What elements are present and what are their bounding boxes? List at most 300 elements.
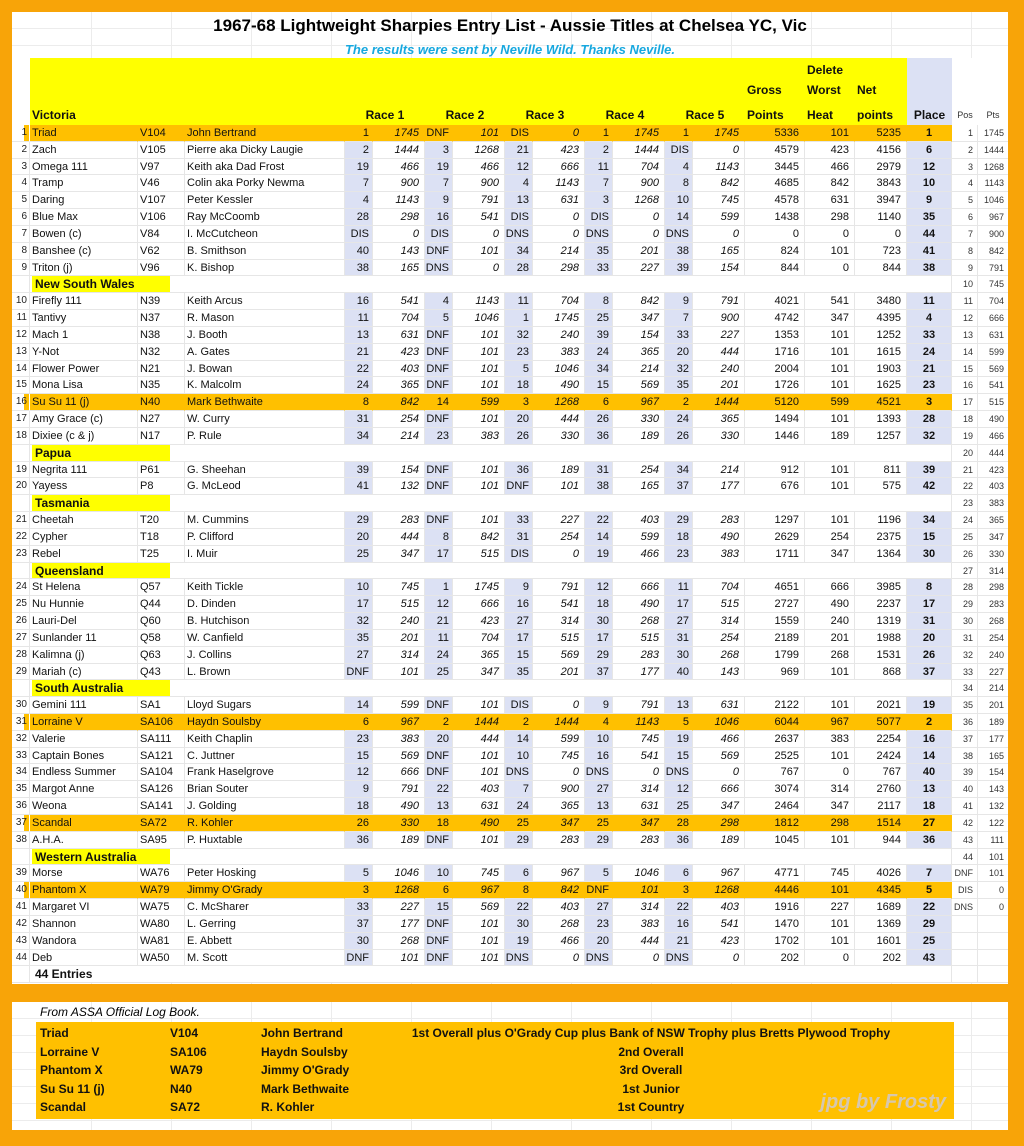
- race3-place: 35: [505, 664, 533, 681]
- race3-points: 842: [533, 882, 585, 899]
- ref-pts: 177: [978, 731, 1008, 748]
- row-number: 29: [12, 664, 30, 681]
- skipper-name: Haydn Soulsby: [185, 714, 345, 731]
- boat-name: Gemini 111: [30, 697, 138, 714]
- race4-place: 20: [585, 933, 613, 950]
- skipper-name: Pierre aka Dicky Laugie: [185, 142, 345, 159]
- skipper-name: K. Malcolm: [185, 377, 345, 394]
- table-row: [12, 142, 1008, 159]
- gross-points: 1045: [745, 832, 805, 849]
- boat-name: Mach 1: [30, 327, 138, 344]
- ref-pts: 842: [978, 243, 1008, 260]
- skipper-name: P. Rule: [185, 428, 345, 445]
- race2-points: 101: [453, 512, 505, 529]
- boat-name: Dixiee (c & j): [30, 428, 138, 445]
- gross-points: 2004: [745, 361, 805, 378]
- ref-pos: 16: [952, 377, 978, 394]
- place: 43: [907, 950, 952, 967]
- net-points: 4156: [855, 142, 907, 159]
- race4-points: 165: [613, 478, 665, 495]
- worst-heat: 101: [805, 243, 855, 260]
- race2-points: 541: [453, 209, 505, 226]
- ref-pts: 967: [978, 209, 1008, 226]
- race5-place: 20: [665, 344, 693, 361]
- ref-pos: 7: [952, 226, 978, 243]
- race2-place: 24: [425, 647, 453, 664]
- race2-points: 1046: [453, 310, 505, 327]
- race1-points: 314: [373, 647, 425, 664]
- row-number: 39: [12, 865, 30, 882]
- ref-pos: 1: [952, 125, 978, 142]
- row-number: 28: [12, 647, 30, 664]
- race3-place: 8: [505, 882, 533, 899]
- net-points: 3480: [855, 293, 907, 310]
- winner-sail: V104: [170, 1026, 199, 1040]
- worst-heat: 101: [805, 377, 855, 394]
- row-number-empty: [12, 966, 30, 983]
- race4-place: 25: [585, 815, 613, 832]
- race5-points: 154: [693, 260, 745, 277]
- place-empty: [907, 495, 952, 512]
- race3-place: 10: [505, 748, 533, 765]
- table-row: [12, 950, 1008, 967]
- race2-place: DNF: [425, 361, 453, 378]
- footer-sheet: [12, 1002, 1008, 1130]
- skipper-name: G. Sheehan: [185, 462, 345, 479]
- race1-points: 165: [373, 260, 425, 277]
- skipper-name: Keith aka Dad Frost: [185, 159, 345, 176]
- race3-points: 254: [533, 529, 585, 546]
- race4-points: 383: [613, 916, 665, 933]
- boat-name: Nu Hunnie: [30, 596, 138, 613]
- race5-points: 1143: [693, 159, 745, 176]
- race1-place: 14: [345, 697, 373, 714]
- race2-points: 791: [453, 192, 505, 209]
- place: 26: [907, 647, 952, 664]
- race4-points: 347: [613, 815, 665, 832]
- race2-points: 101: [453, 462, 505, 479]
- ref-pts: 330: [978, 546, 1008, 563]
- race4-place: 17: [585, 630, 613, 647]
- row-number: 11: [12, 310, 30, 327]
- worst-heat: 101: [805, 664, 855, 681]
- place: 3: [907, 394, 952, 411]
- worst-heat: 0: [805, 260, 855, 277]
- table-row: [12, 899, 1008, 916]
- race1-place: 4: [345, 192, 373, 209]
- row-number-empty: [12, 276, 30, 293]
- race1-points: 330: [373, 815, 425, 832]
- race4-points: 967: [613, 394, 665, 411]
- boat-name: Tramp: [30, 175, 138, 192]
- place-empty: [907, 680, 952, 697]
- worst-heat: 0: [805, 764, 855, 781]
- ref-pts: 745: [978, 276, 1008, 293]
- ref-pos: 22: [952, 478, 978, 495]
- race2-place: DNF: [425, 411, 453, 428]
- net-points: 3843: [855, 175, 907, 192]
- race1-points: 1046: [373, 865, 425, 882]
- boat-name: Margaret VI: [30, 899, 138, 916]
- ref-pts: 101: [978, 865, 1008, 882]
- sail-number: SA141: [138, 798, 185, 815]
- race5-points: 791: [693, 293, 745, 310]
- ref-pts: 900: [978, 226, 1008, 243]
- race4-place: 10: [585, 731, 613, 748]
- race1-points: 132: [373, 478, 425, 495]
- race5-place: 22: [665, 899, 693, 916]
- table-row: [12, 764, 1008, 781]
- race1-points: 1745: [373, 125, 425, 142]
- race1-place: DNF: [345, 950, 373, 967]
- boat-name: Omega 111: [30, 159, 138, 176]
- place: 1: [907, 125, 952, 142]
- boat-name: Scandal: [30, 815, 138, 832]
- row-number-empty: [12, 563, 30, 580]
- ref-pts: 240: [978, 647, 1008, 664]
- race3-points: 0: [533, 950, 585, 967]
- row-number: 7: [12, 226, 30, 243]
- winner-skipper: R. Kohler: [261, 1100, 315, 1115]
- race4-points: 466: [613, 546, 665, 563]
- winner-skipper: John Bertrand: [261, 1026, 344, 1040]
- race1-points: 254: [373, 411, 425, 428]
- race4-place: 13: [585, 798, 613, 815]
- place: 8: [907, 579, 952, 596]
- main-table-sheet: [12, 12, 1008, 984]
- skipper-name: E. Abbett: [185, 933, 345, 950]
- gross-points: 1916: [745, 899, 805, 916]
- race4-points: 1046: [613, 865, 665, 882]
- race5-place: 6: [665, 865, 693, 882]
- table-row: [12, 226, 1008, 243]
- race2-place: DNF: [425, 916, 453, 933]
- race2-points: 101: [453, 916, 505, 933]
- race3-place: DIS: [505, 546, 533, 563]
- race1-points: 666: [373, 764, 425, 781]
- race4-place: 3: [585, 192, 613, 209]
- race2-place: 21: [425, 613, 453, 630]
- table-row: [12, 361, 1008, 378]
- race3-place: 23: [505, 344, 533, 361]
- gross-points: 2189: [745, 630, 805, 647]
- race3-points: 569: [533, 647, 585, 664]
- race4-place: DNS: [585, 950, 613, 967]
- table-row: [12, 159, 1008, 176]
- ref-pos: 11: [952, 293, 978, 310]
- race4-place: 16: [585, 748, 613, 765]
- race5-points: 704: [693, 579, 745, 596]
- entries-count: 44 Entries: [35, 967, 93, 982]
- race5-place: 17: [665, 596, 693, 613]
- sail-number: SA126: [138, 781, 185, 798]
- race1-points: 541: [373, 293, 425, 310]
- race1-place: 35: [345, 630, 373, 647]
- race5-points: 1444: [693, 394, 745, 411]
- race4-points: 283: [613, 647, 665, 664]
- sail-number: P8: [138, 478, 185, 495]
- sail-number: T20: [138, 512, 185, 529]
- race5-points: 423: [693, 933, 745, 950]
- net-points: 3985: [855, 579, 907, 596]
- race3-points: 631: [533, 192, 585, 209]
- race4-place: DNS: [585, 226, 613, 243]
- race2-place: DNF: [425, 950, 453, 967]
- place: 40: [907, 764, 952, 781]
- sail-number: V62: [138, 243, 185, 260]
- sail-number: N35: [138, 377, 185, 394]
- ref-pos: 13: [952, 327, 978, 344]
- table-row: [12, 579, 1008, 596]
- net-points: 1369: [855, 916, 907, 933]
- ref-pts: 122: [978, 815, 1008, 832]
- race4-points: 1268: [613, 192, 665, 209]
- boat-name: Amy Grace (c): [30, 411, 138, 428]
- race1-points: 515: [373, 596, 425, 613]
- race2-place: DNF: [425, 512, 453, 529]
- race3-place: 11: [505, 293, 533, 310]
- race2-place: 23: [425, 428, 453, 445]
- worst-heat: 101: [805, 478, 855, 495]
- ref-pts: 423: [978, 462, 1008, 479]
- race5-place: 27: [665, 613, 693, 630]
- race3-place: 6: [505, 865, 533, 882]
- race5-place: DNS: [665, 950, 693, 967]
- gross-points: 844: [745, 260, 805, 277]
- race1-place: 23: [345, 731, 373, 748]
- race1-place: 37: [345, 916, 373, 933]
- race1-points: 383: [373, 731, 425, 748]
- race3-place: 30: [505, 916, 533, 933]
- race3-points: 1143: [533, 175, 585, 192]
- race4-place: 34: [585, 361, 613, 378]
- skipper-name: L. Brown: [185, 664, 345, 681]
- race5-points: 631: [693, 697, 745, 714]
- net-points: 1196: [855, 512, 907, 529]
- place: 31: [907, 613, 952, 630]
- table-row: [12, 798, 1008, 815]
- net-points: 1140: [855, 209, 907, 226]
- header-net: Net: [857, 83, 877, 97]
- race2-points: 101: [453, 377, 505, 394]
- section-label-cell: [30, 849, 907, 866]
- race4-place: 38: [585, 478, 613, 495]
- worst-heat: 101: [805, 327, 855, 344]
- race2-points: 842: [453, 529, 505, 546]
- row-number: 8: [12, 243, 30, 260]
- winner-skipper: Haydn Soulsby: [261, 1044, 348, 1059]
- race1-points: 143: [373, 243, 425, 260]
- gross-points: 1702: [745, 933, 805, 950]
- gross-points: 4651: [745, 579, 805, 596]
- sail-number: N37: [138, 310, 185, 327]
- sail-number: V107: [138, 192, 185, 209]
- section-label-cell: [30, 966, 907, 983]
- gross-points: 4021: [745, 293, 805, 310]
- row-number: 15: [12, 377, 30, 394]
- race2-place: 22: [425, 781, 453, 798]
- worst-heat: 268: [805, 647, 855, 664]
- ref-pos: 8: [952, 243, 978, 260]
- gross-points: 5336: [745, 125, 805, 142]
- race1-points: 240: [373, 613, 425, 630]
- gross-points: 1812: [745, 815, 805, 832]
- worst-heat: 101: [805, 512, 855, 529]
- worst-heat: 101: [805, 125, 855, 142]
- race5-points: 745: [693, 192, 745, 209]
- race4-place: 30: [585, 613, 613, 630]
- ref-pos: 6: [952, 209, 978, 226]
- ref-pts: 631: [978, 327, 1008, 344]
- skipper-name: Jimmy O'Grady: [185, 882, 345, 899]
- boat-name: Daring: [30, 192, 138, 209]
- race1-place: 10: [345, 579, 373, 596]
- race1-place: 33: [345, 899, 373, 916]
- race4-points: 900: [613, 175, 665, 192]
- place: 14: [907, 748, 952, 765]
- table-row: [12, 832, 1008, 849]
- ref-pos: 41: [952, 798, 978, 815]
- table-row: [12, 596, 1008, 613]
- race4-points: 0: [613, 226, 665, 243]
- winner-boat: Phantom X: [40, 1063, 103, 1078]
- race4-place: 27: [585, 781, 613, 798]
- ref-pos: 20: [952, 445, 978, 462]
- boat-name: Triad: [30, 125, 138, 142]
- race2-place: 2: [425, 714, 453, 731]
- race4-points: 842: [613, 293, 665, 310]
- race5-place: 12: [665, 781, 693, 798]
- race5-points: 1046: [693, 714, 745, 731]
- race3-place: DIS: [505, 697, 533, 714]
- race5-place: 26: [665, 428, 693, 445]
- section-row: [12, 495, 1008, 512]
- ref-pos: 25: [952, 529, 978, 546]
- place: 38: [907, 260, 952, 277]
- table-row: [12, 411, 1008, 428]
- race5-place: 36: [665, 832, 693, 849]
- place: 10: [907, 175, 952, 192]
- race4-place: 2: [585, 142, 613, 159]
- row-number: 6: [12, 209, 30, 226]
- race1-points: 967: [373, 714, 425, 731]
- sail-number: T18: [138, 529, 185, 546]
- race5-points: 0: [693, 142, 745, 159]
- table-row: [12, 327, 1008, 344]
- race1-place: 18: [345, 798, 373, 815]
- race1-points: 444: [373, 529, 425, 546]
- race4-place: 39: [585, 327, 613, 344]
- worst-heat: 383: [805, 731, 855, 748]
- race4-place: 35: [585, 243, 613, 260]
- row-number: 14: [12, 361, 30, 378]
- race1-place: DNF: [345, 664, 373, 681]
- race1-place: 17: [345, 596, 373, 613]
- race2-points: 745: [453, 865, 505, 882]
- race1-points: 365: [373, 377, 425, 394]
- place: 25: [907, 933, 952, 950]
- ref-pts: 569: [978, 361, 1008, 378]
- race3-points: 201: [533, 664, 585, 681]
- ref-pos: 10: [952, 276, 978, 293]
- gross-points: 1559: [745, 613, 805, 630]
- race1-points: 900: [373, 175, 425, 192]
- race5-points: 0: [693, 764, 745, 781]
- race5-place: 37: [665, 478, 693, 495]
- race4-points: 314: [613, 899, 665, 916]
- race2-points: 101: [453, 243, 505, 260]
- ref-pts: 132: [978, 798, 1008, 815]
- table-row: [12, 916, 1008, 933]
- place: 4: [907, 310, 952, 327]
- place: 7: [907, 865, 952, 882]
- winner-award: 1st Country: [617, 1100, 685, 1115]
- race2-points: 101: [453, 125, 505, 142]
- skipper-name: C. Juttner: [185, 748, 345, 765]
- ref-pts: 283: [978, 596, 1008, 613]
- table-row: [12, 478, 1008, 495]
- race5-place: DIS: [665, 142, 693, 159]
- race1-place: 1: [345, 125, 373, 142]
- winners-block: [36, 1022, 954, 1119]
- race3-points: 1046: [533, 361, 585, 378]
- row-number: 27: [12, 630, 30, 647]
- row-number: 23: [12, 546, 30, 563]
- row-number: 31: [12, 714, 30, 731]
- ref-pos: [952, 950, 978, 967]
- race1-points: 791: [373, 781, 425, 798]
- race4-place: 15: [585, 377, 613, 394]
- ref-pts: 1444: [978, 142, 1008, 159]
- place: 21: [907, 361, 952, 378]
- header-gross-points: Points: [747, 108, 784, 122]
- gross-points: 2629: [745, 529, 805, 546]
- ref-pos: 2: [952, 142, 978, 159]
- worst-heat: 541: [805, 293, 855, 310]
- sail-number: WA50: [138, 950, 185, 967]
- race5-place: 30: [665, 647, 693, 664]
- race2-place: 5: [425, 310, 453, 327]
- table-header: [12, 58, 1008, 125]
- race2-points: 569: [453, 899, 505, 916]
- race3-points: 599: [533, 731, 585, 748]
- boat-name: Flower Power: [30, 361, 138, 378]
- race3-points: 1745: [533, 310, 585, 327]
- gross-points: 2464: [745, 798, 805, 815]
- ref-pts: 101: [978, 849, 1008, 866]
- race1-points: 423: [373, 344, 425, 361]
- place: 19: [907, 697, 952, 714]
- row-number: 36: [12, 798, 30, 815]
- race4-place: 31: [585, 462, 613, 479]
- boat-name: Lauri-Del: [30, 613, 138, 630]
- boat-name: Banshee (c): [30, 243, 138, 260]
- race2-points: 967: [453, 882, 505, 899]
- race5-points: 383: [693, 546, 745, 563]
- worst-heat: 101: [805, 344, 855, 361]
- sail-number: SA104: [138, 764, 185, 781]
- race4-place: 22: [585, 512, 613, 529]
- race5-place: 21: [665, 933, 693, 950]
- ref-pts: 154: [978, 764, 1008, 781]
- race5-place: 38: [665, 243, 693, 260]
- race4-points: 666: [613, 579, 665, 596]
- race3-place: DNF: [505, 478, 533, 495]
- race1-points: 1268: [373, 882, 425, 899]
- ref-pos: 17: [952, 394, 978, 411]
- ref-pos: 40: [952, 781, 978, 798]
- row-number: 44: [12, 950, 30, 967]
